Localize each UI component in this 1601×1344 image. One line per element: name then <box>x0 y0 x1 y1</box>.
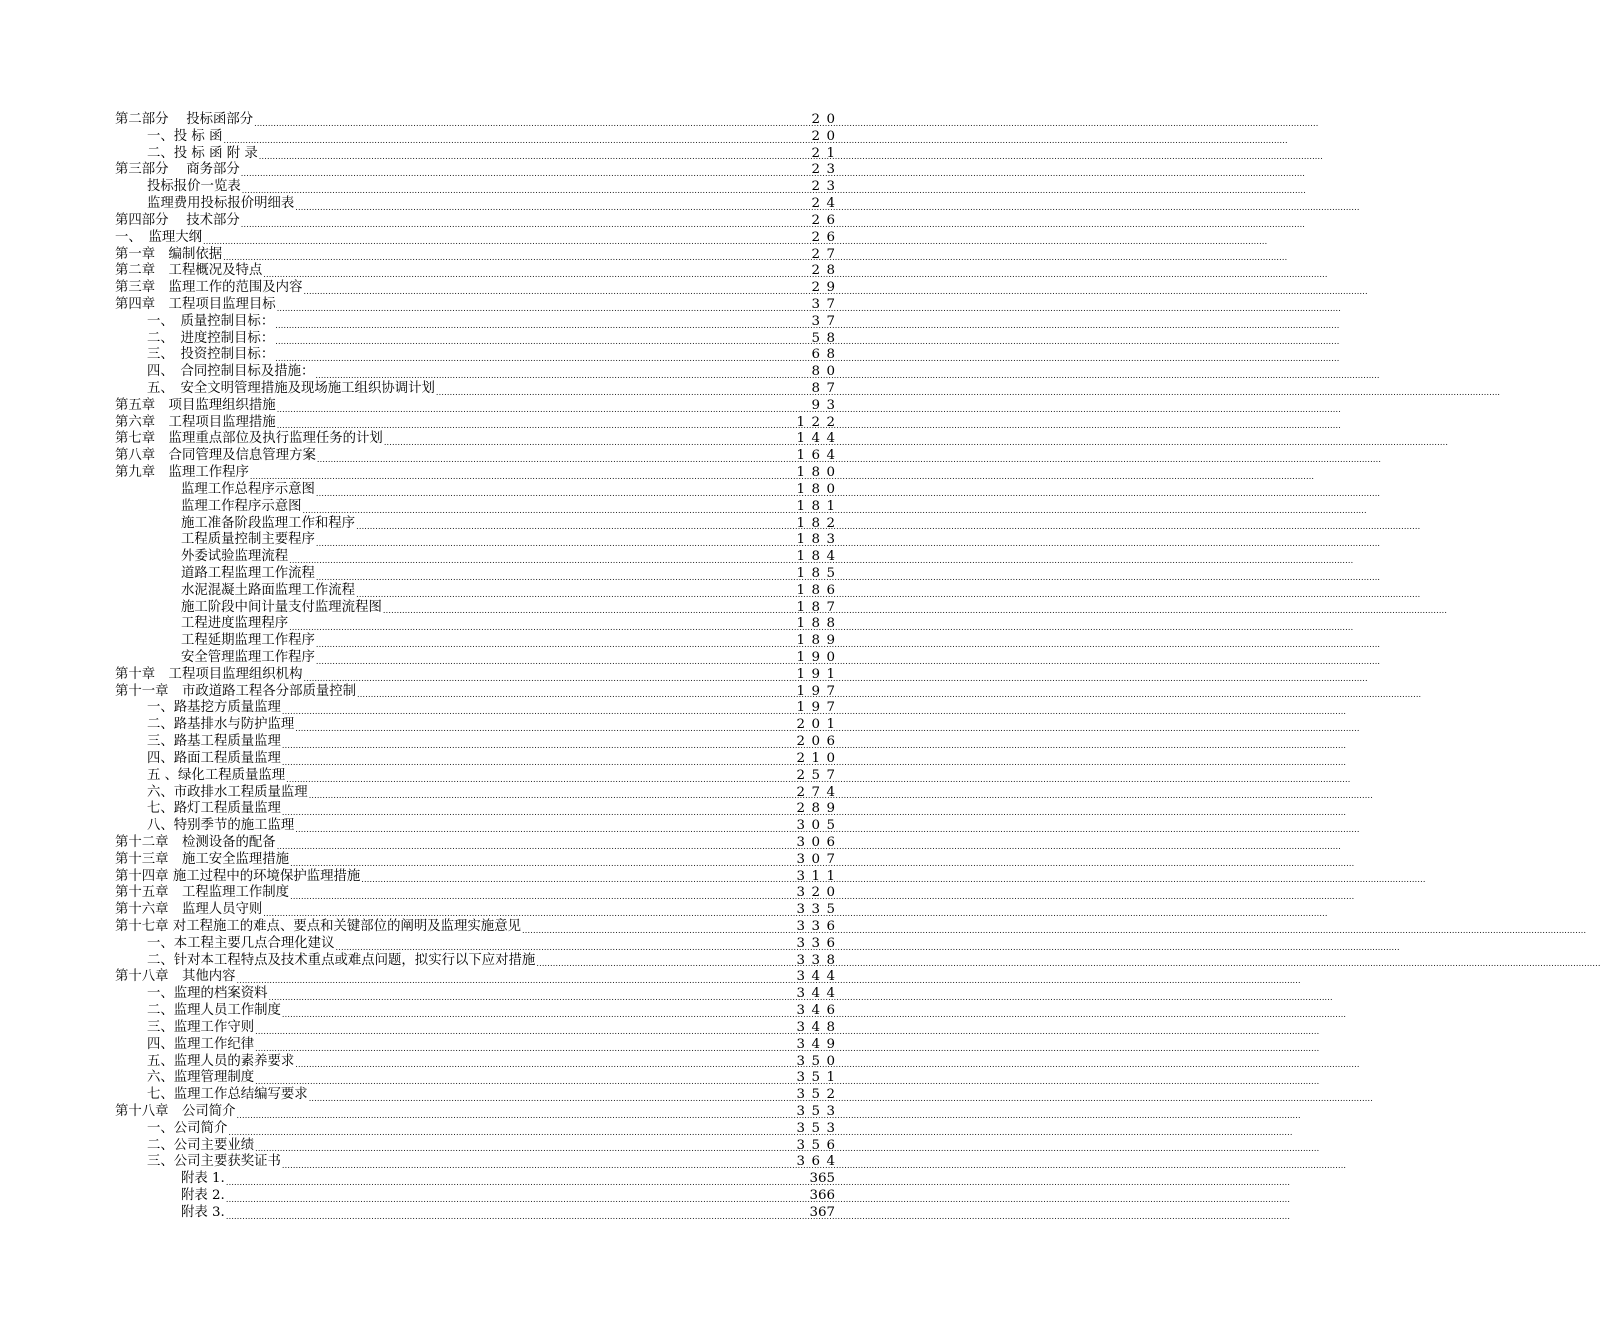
toc-leader-dots <box>286 768 795 785</box>
toc-entry-title: 六、市政排水工程质量监理 <box>147 784 308 800</box>
toc-entry-page: 181 <box>796 498 842 514</box>
toc-entry-title: 附表 2. <box>181 1188 225 1203</box>
toc-leader-dots <box>317 448 796 465</box>
toc-leader-dots <box>290 885 795 902</box>
toc-entry-page: 201 <box>796 717 842 733</box>
toc-entry-title: 一、公司简介 <box>147 1120 228 1136</box>
toc-entry-page: 336 <box>796 935 842 951</box>
toc-leader-dots <box>282 1003 796 1020</box>
toc-entry-title: 第二部分 投标函部分 <box>115 112 254 127</box>
toc-leader-dots <box>522 919 795 936</box>
toc-entry-title: 监理工作程序示意图 <box>181 498 302 514</box>
toc-entry[interactable] <box>115 969 842 986</box>
toc-leader-dots <box>383 600 796 617</box>
toc-entry[interactable] <box>115 414 842 432</box>
toc-entry-page: 197 <box>796 700 842 716</box>
toc-leader-dots <box>226 1171 809 1188</box>
toc-entry[interactable] <box>115 683 842 701</box>
toc-entry[interactable] <box>115 162 842 179</box>
toc-entry-page: 189 <box>796 633 842 649</box>
toc-entry-page: 26 <box>811 212 842 228</box>
toc-entry-title: 一、路基挖方质量监理 <box>147 700 281 716</box>
toc-entry[interactable] <box>115 868 842 886</box>
toc-entry-title: 二、监理人员工作制度 <box>147 1003 281 1019</box>
toc-entry-page: 80 <box>811 364 842 380</box>
toc-entry[interactable] <box>115 196 842 213</box>
toc-entry[interactable] <box>115 381 842 398</box>
toc-entry[interactable] <box>115 1154 842 1171</box>
toc-entry[interactable] <box>115 431 842 448</box>
toc-entry-page: 186 <box>796 582 842 598</box>
toc-leader-dots <box>203 230 810 247</box>
toc-leader-dots <box>226 1188 809 1205</box>
toc-entry-page: 122 <box>796 414 842 430</box>
toc-entry[interactable] <box>115 532 842 549</box>
toc-entry-title: 附表 1. <box>181 1171 225 1187</box>
toc-leader-dots <box>282 1154 796 1171</box>
toc-entry[interactable] <box>115 1120 842 1138</box>
toc-entry-title: 第十七章 对工程施工的难点、要点和关键部位的阐明及监理实施意见 <box>115 919 521 934</box>
toc-entry[interactable] <box>115 902 842 919</box>
toc-entry-title: 二、投 标 函 附 录 <box>147 145 258 161</box>
toc-entry-title: 三、公司主要获奖证书 <box>147 1154 281 1170</box>
toc-entry[interactable] <box>115 1053 842 1071</box>
toc-entry-page: 289 <box>796 801 842 817</box>
toc-entry-page: 367 <box>809 1204 835 1220</box>
toc-entry-title: 第三章 监理工作的范围及内容 <box>115 280 303 296</box>
toc-entry-page: 37 <box>811 296 842 312</box>
toc-entry-page: 344 <box>796 969 842 985</box>
toc-leader-dots <box>357 684 795 701</box>
toc-entry-page: 27 <box>811 246 842 262</box>
toc-leader-dots <box>263 263 810 280</box>
toc-entry-page: 180 <box>796 465 842 481</box>
toc-entry-title: 安全管理监理工作程序 <box>181 650 315 665</box>
toc-entry-page: 183 <box>796 532 842 548</box>
toc-entry-page: 356 <box>796 1137 842 1153</box>
toc-entry-title: 第十二章 检测设备的配备 <box>115 834 276 850</box>
toc-entry[interactable] <box>115 179 842 196</box>
toc-entry-page: 24 <box>811 196 842 212</box>
toc-entry-page: 184 <box>796 549 842 565</box>
toc-leader-dots <box>384 431 796 448</box>
toc-leader-dots <box>254 112 810 129</box>
toc-entry-title: 工程进度监理程序 <box>181 616 289 632</box>
toc-entry-title: 工程延期监理工作程序 <box>181 633 315 649</box>
toc-entry-title: 第十八章 公司简介 <box>115 1103 236 1119</box>
toc-leader-dots <box>335 936 795 953</box>
toc-entry[interactable] <box>115 145 842 163</box>
toc-entry[interactable] <box>115 935 842 953</box>
toc-entry-page: 93 <box>811 397 842 413</box>
toc-entry[interactable] <box>115 347 842 364</box>
toc-leader-dots <box>289 616 795 633</box>
toc-entry-page: 20 <box>811 128 842 144</box>
toc-entry-page: 344 <box>796 986 842 1002</box>
toc-entry-title: 七、路灯工程质量监理 <box>147 801 281 817</box>
toc-entry-page: 349 <box>796 1036 842 1052</box>
toc-leader-dots <box>356 516 795 533</box>
toc-entry-title: 第五章 项目监理组织措施 <box>115 397 276 413</box>
toc-entry[interactable] <box>115 565 842 583</box>
toc-entry-page: 191 <box>796 666 842 682</box>
toc-leader-dots <box>316 482 796 499</box>
toc-entry[interactable] <box>115 549 842 566</box>
toc-leader-dots <box>303 667 795 684</box>
toc-entry[interactable] <box>115 1087 842 1104</box>
toc-leader-dots <box>316 532 796 549</box>
toc-leader-dots <box>295 196 810 213</box>
toc-leader-dots <box>315 364 810 381</box>
toc-entry[interactable] <box>115 397 842 415</box>
toc-leader-dots <box>361 869 795 886</box>
toc-entry-title: 五、 安全文明管理措施及现场施工组织协调计划 <box>147 381 435 396</box>
toc-entry-title: 附表 3. <box>181 1204 225 1220</box>
toc-entry[interactable] <box>115 1003 842 1020</box>
toc-entry[interactable] <box>115 700 842 717</box>
toc-entry-title: 第八章 合同管理及信息管理方案 <box>115 448 316 464</box>
toc-entry-page: 188 <box>796 616 842 632</box>
toc-entry-title: 第七章 监理重点部位及执行监理任务的计划 <box>115 431 383 447</box>
toc-entry[interactable] <box>115 919 842 936</box>
toc-entry[interactable] <box>115 112 842 129</box>
toc-entry-page: 144 <box>796 431 842 447</box>
toc-leader-dots <box>269 986 796 1003</box>
toc-entry-page: 257 <box>796 767 842 783</box>
toc-entry-page: 180 <box>796 481 842 497</box>
toc-entry[interactable] <box>115 801 842 818</box>
toc-entry-title: 工程质量控制主要程序 <box>181 532 315 548</box>
toc-entry[interactable] <box>115 717 842 734</box>
toc-leader-dots <box>316 650 796 667</box>
toc-entry[interactable] <box>115 498 842 516</box>
toc-entry-page: 348 <box>796 1019 842 1035</box>
table-of-contents <box>115 112 842 1222</box>
toc-entry-page: 311 <box>796 868 842 884</box>
toc-entry[interactable] <box>115 263 842 280</box>
toc-leader-dots <box>303 280 810 297</box>
toc-entry-title: 第十四章 施工过程中的环境保护监理措施 <box>115 868 361 884</box>
toc-leader-dots <box>228 1121 795 1138</box>
toc-entry-page: 366 <box>809 1188 835 1203</box>
toc-leader-dots <box>536 953 795 970</box>
toc-entry[interactable] <box>115 364 842 381</box>
toc-entry-title: 第十一章 市政道路工程各分部质量控制 <box>115 683 357 699</box>
toc-entry-page: 335 <box>796 902 842 918</box>
toc-leader-dots <box>237 1104 796 1121</box>
toc-entry[interactable] <box>115 734 842 751</box>
toc-leader-dots <box>237 969 796 986</box>
toc-entry[interactable] <box>115 1205 835 1222</box>
toc-entry[interactable] <box>115 1036 842 1054</box>
toc-leader-dots <box>356 583 795 600</box>
toc-entry-title: 外委试验监理流程 <box>181 549 289 565</box>
toc-leader-dots <box>282 700 796 717</box>
toc-entry-title: 二、 进度控制目标： <box>147 330 275 346</box>
toc-entry-page: 353 <box>796 1103 842 1119</box>
toc-entry-page: 305 <box>796 818 842 834</box>
toc-entry-title: 四、监理工作纪律 <box>147 1036 255 1052</box>
toc-leader-dots <box>316 566 796 583</box>
toc-leader-dots <box>277 398 811 415</box>
toc-leader-dots <box>289 549 795 566</box>
toc-entry-title: 第二章 工程概况及特点 <box>115 263 263 279</box>
toc-entry-page: 210 <box>796 750 842 766</box>
toc-entry[interactable] <box>115 481 842 499</box>
toc-leader-dots <box>309 1087 796 1104</box>
toc-entry[interactable] <box>115 1070 842 1087</box>
toc-entry[interactable] <box>115 1171 835 1188</box>
toc-entry-title: 监理费用投标报价明细表 <box>147 196 295 212</box>
toc-entry-title: 二、路基排水与防护监理 <box>147 717 295 733</box>
toc-leader-dots <box>295 717 795 734</box>
toc-entry-title: 一、监理的档案资料 <box>147 986 268 1002</box>
toc-entry-page: 23 <box>811 179 842 195</box>
toc-entry-page: 21 <box>811 145 842 161</box>
toc-entry-page: 26 <box>811 229 842 245</box>
toc-entry[interactable] <box>115 986 842 1003</box>
toc-entry-title: 七、监理工作总结编写要求 <box>147 1087 308 1103</box>
toc-entry[interactable] <box>115 582 842 600</box>
toc-entry-title: 五 、绿化工程质量监理 <box>147 767 286 783</box>
toc-entry-page: 182 <box>796 515 842 531</box>
toc-entry-title: 第一章 编制依据 <box>115 246 223 262</box>
toc-leader-dots <box>259 146 811 163</box>
toc-entry-title: 道路工程监理工作流程 <box>181 565 315 581</box>
toc-entry-page: 58 <box>811 330 842 346</box>
toc-entry-page: 351 <box>796 1070 842 1086</box>
toc-entry[interactable] <box>115 818 842 835</box>
toc-leader-dots <box>255 1070 795 1087</box>
toc-entry-page: 274 <box>796 784 842 800</box>
toc-entry[interactable] <box>115 616 842 633</box>
toc-entry[interactable] <box>115 515 842 533</box>
toc-entry-page: 206 <box>796 734 842 750</box>
toc-entry-title: 三、监理工作守则 <box>147 1019 255 1035</box>
toc-leader-dots <box>303 499 796 516</box>
toc-entry-title: 第九章 监理工作程序 <box>115 465 249 481</box>
toc-entry-page: 197 <box>796 683 842 699</box>
toc-entry[interactable] <box>115 1103 842 1121</box>
toc-leader-dots <box>282 751 796 768</box>
toc-entry-title: 四、路面工程质量监理 <box>147 750 281 766</box>
toc-entry-page: 187 <box>796 599 842 615</box>
toc-entry-page: 338 <box>796 952 842 968</box>
toc-entry-page: 164 <box>796 448 842 464</box>
toc-entry-page: 28 <box>811 263 842 279</box>
toc-entry-title: 五、监理人员的素养要求 <box>147 1053 295 1069</box>
toc-entry-title: 第十八章 其他内容 <box>115 969 236 985</box>
toc-leader-dots <box>282 734 796 751</box>
toc-entry[interactable] <box>115 1019 842 1037</box>
toc-leader-dots <box>277 835 796 852</box>
toc-entry[interactable] <box>115 666 842 684</box>
toc-entry-page: 353 <box>796 1120 842 1136</box>
toc-leader-dots <box>277 297 811 314</box>
toc-entry-title: 一、 质量控制目标： <box>147 313 275 329</box>
toc-entry[interactable] <box>115 246 842 264</box>
toc-entry-page: 307 <box>796 851 842 867</box>
toc-leader-dots <box>277 415 796 432</box>
toc-entry-page: 29 <box>811 280 842 296</box>
toc-entry-page: 37 <box>811 313 842 329</box>
toc-entry-title: 施工准备阶段监理工作和程序 <box>181 515 356 531</box>
toc-leader-dots <box>255 1037 795 1054</box>
toc-entry-title: 八、特别季节的施工监理 <box>147 818 295 834</box>
toc-entry-page: 352 <box>796 1087 842 1103</box>
toc-entry[interactable] <box>115 650 842 667</box>
toc-entry-title: 第四部分 技术部分 <box>115 212 240 228</box>
toc-entry-page: 87 <box>811 381 842 396</box>
toc-entry-title: 第十三章 施工安全监理措施 <box>115 851 290 867</box>
toc-entry-title: 一、投 标 函 <box>147 128 223 144</box>
toc-entry[interactable] <box>115 885 842 902</box>
toc-entry-title: 一、本工程主要几点合理化建议 <box>147 935 335 951</box>
toc-entry-title: 一、 监理大纲 <box>115 229 203 245</box>
toc-leader-dots <box>242 179 811 196</box>
toc-entry[interactable] <box>115 750 842 768</box>
toc-entry[interactable] <box>115 952 842 970</box>
toc-entry[interactable] <box>115 1137 842 1155</box>
toc-entry-title: 投标报价一览表 <box>147 179 241 195</box>
toc-entry[interactable] <box>115 313 842 331</box>
toc-entry-page: 190 <box>796 650 842 665</box>
toc-entry-title: 第三部分 商务部分 <box>115 162 240 178</box>
toc-leader-dots <box>275 331 810 348</box>
toc-entry[interactable] <box>115 448 842 465</box>
toc-leader-dots <box>241 162 811 179</box>
toc-leader-dots <box>282 801 796 818</box>
toc-leader-dots <box>223 247 810 264</box>
toc-entry[interactable] <box>115 1188 835 1205</box>
toc-leader-dots <box>316 633 796 650</box>
toc-entry-title: 六、监理管理制度 <box>147 1070 255 1086</box>
toc-leader-dots <box>290 852 795 869</box>
toc-entry-page: 350 <box>796 1053 842 1069</box>
toc-entry[interactable] <box>115 599 842 617</box>
toc-entry-page: 320 <box>796 885 842 901</box>
toc-entry-title: 水泥混凝土路面监理工作流程 <box>181 582 356 598</box>
toc-entry-title: 三、 投资控制目标： <box>147 347 275 363</box>
toc-entry-title: 第十章 工程项目监理组织机构 <box>115 666 303 682</box>
toc-entry-title: 第四章 工程项目监理目标 <box>115 296 276 312</box>
toc-leader-dots <box>241 213 811 230</box>
toc-leader-dots <box>226 1205 809 1222</box>
toc-entry[interactable] <box>115 296 842 314</box>
toc-entry-title: 二、公司主要业绩 <box>147 1137 255 1153</box>
toc-entry[interactable] <box>115 851 842 869</box>
toc-entry[interactable] <box>115 784 842 802</box>
toc-leader-dots <box>223 129 810 146</box>
toc-leader-dots <box>295 818 795 835</box>
toc-entry[interactable] <box>115 465 842 482</box>
toc-entry[interactable] <box>115 128 842 146</box>
toc-entry-title: 第十六章 监理人员守则 <box>115 902 263 918</box>
toc-entry-page: 68 <box>811 347 842 363</box>
toc-entry-title: 施工阶段中间计量支付监理流程图 <box>181 599 382 615</box>
toc-entry-page: 346 <box>796 1003 842 1019</box>
toc-entry-title: 第六章 工程项目监理措施 <box>115 414 276 430</box>
toc-entry-page: 306 <box>796 834 842 850</box>
toc-leader-dots <box>275 347 810 364</box>
toc-entry[interactable] <box>115 330 842 348</box>
toc-entry-title: 二、针对本工程特点及技术重点或难点问题，拟实行以下应对措施 <box>147 952 536 968</box>
toc-entry-title: 三、路基工程质量监理 <box>147 734 281 750</box>
toc-entry[interactable] <box>115 280 842 297</box>
toc-entry[interactable] <box>115 767 842 785</box>
toc-entry[interactable] <box>115 229 842 247</box>
toc-entry-page: 20 <box>811 112 842 127</box>
toc-leader-dots <box>309 785 796 802</box>
toc-entry-page: 185 <box>796 565 842 581</box>
toc-entry[interactable] <box>115 633 842 650</box>
toc-entry-page: 365 <box>809 1171 835 1187</box>
toc-leader-dots <box>255 1020 795 1037</box>
toc-entry-title: 监理工作总程序示意图 <box>181 481 315 497</box>
toc-leader-dots <box>263 902 795 919</box>
toc-entry-page: 23 <box>811 162 842 178</box>
toc-leader-dots <box>250 465 796 482</box>
toc-leader-dots <box>295 1054 795 1071</box>
toc-leader-dots <box>436 381 811 398</box>
toc-entry[interactable] <box>115 212 842 230</box>
toc-entry-title: 四、 合同控制目标及措施： <box>147 364 315 380</box>
toc-leader-dots <box>255 1138 795 1155</box>
toc-entry[interactable] <box>115 834 842 852</box>
toc-leader-dots <box>275 314 810 331</box>
toc-entry-page: 336 <box>796 919 842 934</box>
toc-entry-page: 364 <box>796 1154 842 1170</box>
toc-entry-title: 第十五章 工程监理工作制度 <box>115 885 290 901</box>
